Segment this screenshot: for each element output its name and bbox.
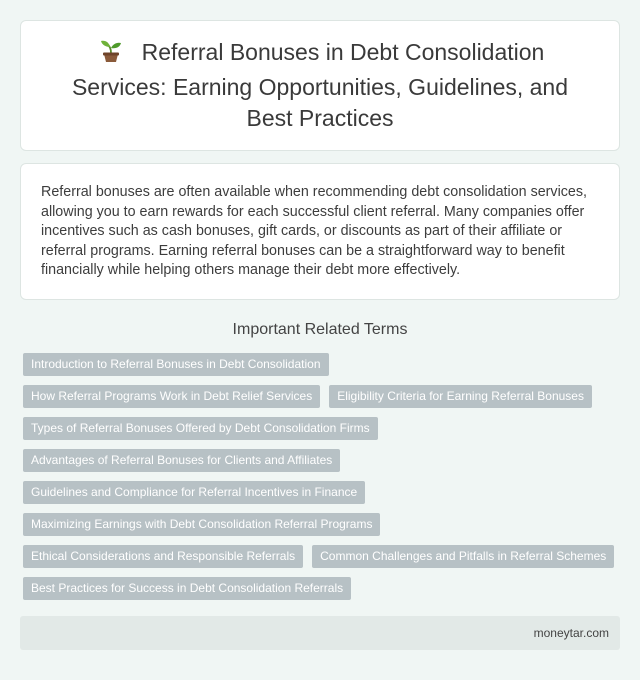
related-term-tag[interactable]: How Referral Programs Work in Debt Relief Services <box>23 385 320 408</box>
footer-site-link[interactable]: moneytar.com <box>533 626 609 640</box>
page-title-text: Referral Bonuses in Debt Consolidation Services: Earning Opportunities, Guidelines, and Best Practices <box>71 39 569 131</box>
related-term-tag[interactable]: Common Challenges and Pitfalls in Referral Schemes <box>312 545 614 568</box>
intro-card <box>20 163 620 300</box>
related-term-tag[interactable]: Guidelines and Compliance for Referral Incentives in Finance <box>23 481 365 504</box>
related-terms-heading: Important Related Terms <box>232 321 408 338</box>
related-term-tag[interactable]: Types of Referral Bonuses Offered by Debt Consolidation Firms <box>23 417 378 440</box>
sprout-icon <box>96 38 126 72</box>
title-card <box>20 20 620 151</box>
page-title <box>61 37 579 134</box>
related-terms-list <box>23 353 620 600</box>
related-term-tag[interactable]: Best Practices for Success in Debt Consolidation Referrals <box>23 577 351 600</box>
related-term-tag[interactable]: Ethical Considerations and Responsible Referrals <box>23 545 303 568</box>
related-term-tag[interactable]: Introduction to Referral Bonuses in Debt Consolidation <box>23 353 329 376</box>
related-term-tag[interactable]: Eligibility Criteria for Earning Referral Bonuses <box>329 385 592 408</box>
intro-paragraph: Referral bonuses are often available when recommending debt consolidation services, allowing you to earn rewards for each successful client referral. Many companies offer incentives such as cash bonuses, gift cards, or discounts as part of their affiliate or referral programs. Earning referral bonuses can be a straightforward way to benefit financially while helping others manage their debt more effectively. <box>41 184 587 278</box>
footer <box>20 616 620 650</box>
related-term-tag[interactable]: Maximizing Earnings with Debt Consolidation Referral Programs <box>23 513 380 536</box>
related-term-tag[interactable]: Advantages of Referral Bonuses for Clients and Affiliates <box>23 449 340 472</box>
